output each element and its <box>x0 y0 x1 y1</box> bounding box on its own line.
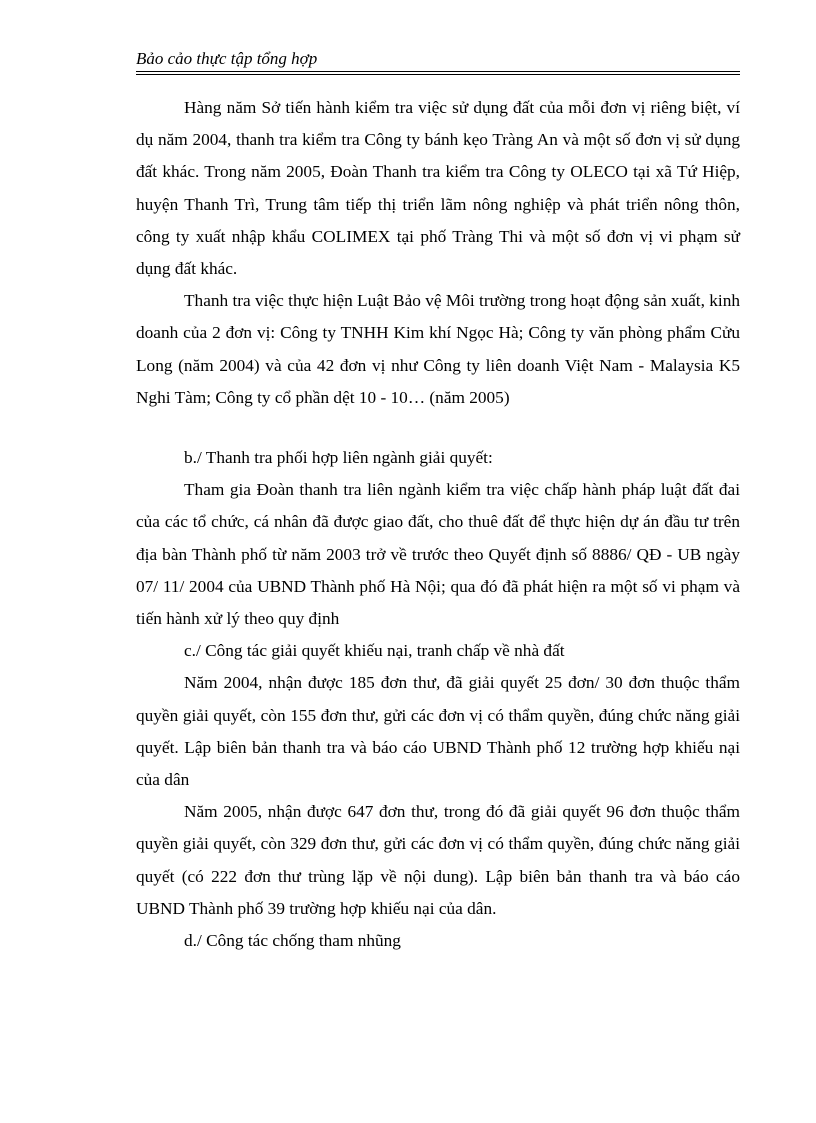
paragraph-interagency-inspection: Tham gia Đoàn thanh tra liên ngành kiểm tra việc chấp hành pháp luật đất đai của các tổ chức, cá nhân đã được giao đất, cho thuê đất để thực hiện dự án đầu tư trên địa bàn Thành phố từ năm 2003 trở về trước theo Quyết định số 8886/ QĐ - UB ngày 07/ 11/ 2004 của UBND Thành phố Hà Nội; qua đó đã phát hiện ra một số vi phạm và tiến hành xử lý theo quy định <box>136 480 740 629</box>
paragraph-environment-law: Thanh tra việc thực hiện Luật Bảo vệ Môi trường trong hoạt động sản xuất, kinh doanh của 2 đơn vị: Công ty TNHH Kim khí Ngọc Hà; Công ty văn phòng phẩm Cửu Long (năm 2004) và của 42 đơn vị như Công ty liên doanh Việt Nam - Malaysia K5 Nghi Tàm; Công ty cổ phần dệt 10 - 10… (năm 2005) <box>136 291 740 407</box>
paragraph-complaints-2005: Năm 2005, nhận được 647 đơn thư, trong đó đã giải quyết 96 đơn thuộc thẩm quyền giải quyết, còn 329 đơn thư, gửi các đơn vị có thẩm quyền, đúng chức năng giải quyết (có 222 đơn thư trùng lặp về nội dung). Lập biên bản thanh tra và báo cáo UBND Thành phố 39 trường hợp khiếu nại của dân. <box>136 802 740 918</box>
paragraph-inspection-land-use: Hàng năm Sở tiến hành kiểm tra việc sử dụng đất của mỗi đơn vị riêng biệt, ví dụ năm 2004, thanh tra kiểm tra Công ty bánh kẹo Tràng An và một số đơn vị sử dụng đất khác. Trong năm 2005, Đoàn Thanh tra kiểm tra Công ty OLECO tại xã Tứ Hiệp, huyện Thanh Trì, Trung tâm tiếp thị triển lãm nông nghiệp và phát triển nông thôn, công ty xuất nhập khẩu COLIMEX tại phố Tràng Thi và một số đơn vị vi phạm sử dụng đất khác. <box>136 98 740 279</box>
header-rule <box>136 71 740 75</box>
section-heading-b: b./ Thanh tra phối hợp liên ngành giải quyết: <box>184 448 493 468</box>
paragraph-complaints-2004: Năm 2004, nhận được 185 đơn thư, đã giải quyết 25 đơn/ 30 đơn thuộc thẩm quyền giải quyết, còn 155 đơn thư, gửi các đơn vị có thẩm quyền, đúng chức năng giải quyết. Lập biên bản thanh tra và báo cáo UBND Thành phố 12 trường hợp khiếu nại của dân <box>136 673 740 790</box>
section-heading-c: c./ Công tác giải quyết khiếu nại, tranh chấp về nhà đất <box>184 641 565 661</box>
header-title: Bảo cảo thực tập tổng hợp <box>136 49 318 68</box>
section-heading-d: d./ Công tác chống tham nhũng <box>184 931 401 951</box>
document-body <box>136 92 740 957</box>
page-header <box>136 48 740 75</box>
spacer <box>136 414 740 442</box>
